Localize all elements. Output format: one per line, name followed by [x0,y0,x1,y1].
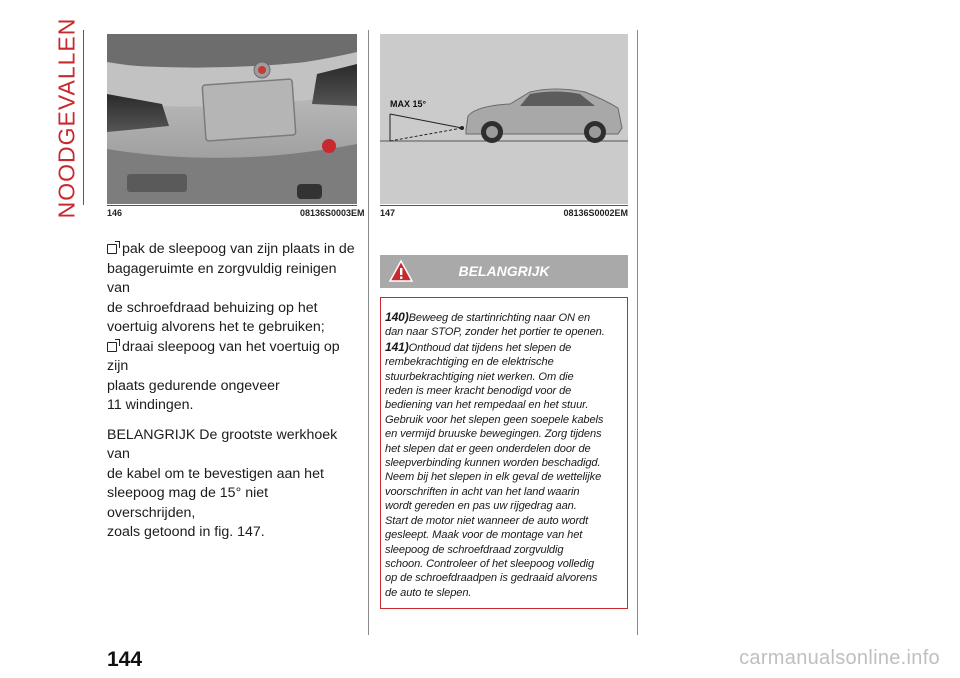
checkbox-bullet-icon [107,342,117,352]
figure-146-code: 08136S0003EM [300,208,365,218]
warning-header [380,255,628,288]
warning-item: 141)Onthoud dat tijdens het slepen de rembekrachtiging en de elektrische stuurbekrachtiging niet werken. Om die reden is meer kracht benodigd voor de bediening van het rempedaal en het stuur. Gebruik voor het slepen geen soepele kabels en vermijd bruuske bewegingen. Zorg tijdens het slepen dat er geen onderdelen door de sleepverbinding kunnen worden beschadigd. Neem bij het slepen in elk geval de wettelijke voorschriften in acht van het land waarin wordt gereden en pas uw rijgedrag aan. Start de motor niet wanneer de auto wordt gesleept. Maak voor de montage van het sleepoog de schroefdraad zorgvuldig schoon. Controleer of het sleepoog volledig op de schroefdraadpen is gedraaid alvorens de auto te slepen. [385,339,604,599]
column-divider-right [637,30,638,635]
checkbox-bullet-icon [107,244,117,254]
column-divider [368,30,369,635]
figure-146-caption-rule [107,205,357,206]
section-rule [83,30,84,205]
warning-item: 140)Beweeg de startinrichting naar ON en dan naar STOP, zonder het portier te openen. [385,310,605,339]
warning-title: BELANGRIJK [458,263,550,279]
figure-147-diagram [380,34,628,204]
warning-box [380,297,628,609]
paragraph: BELANGRIJK De grootste werkhoek van de kabel om te bevestigen aan het sleepoog mag de 15° niet overschrijden, zoals getoond in fig. 147. [107,426,338,540]
angle-label: MAX 15° [390,99,427,109]
bullet-item: draai sleepoog van het voertuig op zijn plaats gedurende ongeveer 11 windingen. [107,338,340,413]
watermark-link[interactable]: carmanualsonline.info [739,647,940,669]
section-title: NOODGEVALLEN [53,17,80,218]
figure-147-caption-rule [380,205,628,206]
page-number: 144 [107,648,143,671]
warning-text [385,310,625,600]
figure-146-photo [107,34,357,204]
bullet-item: pak de sleepoog van zijn plaats in de bagageruimte en zorgvuldig reinigen van de schroefdraad behuizing op het voertuig alvorens het te gebruiken; [107,241,355,335]
body-text [107,240,357,543]
figure-147-number: 147 [380,208,396,218]
figure-147-code: 08136S0002EM [563,208,628,218]
figure-146-number: 146 [107,208,123,218]
